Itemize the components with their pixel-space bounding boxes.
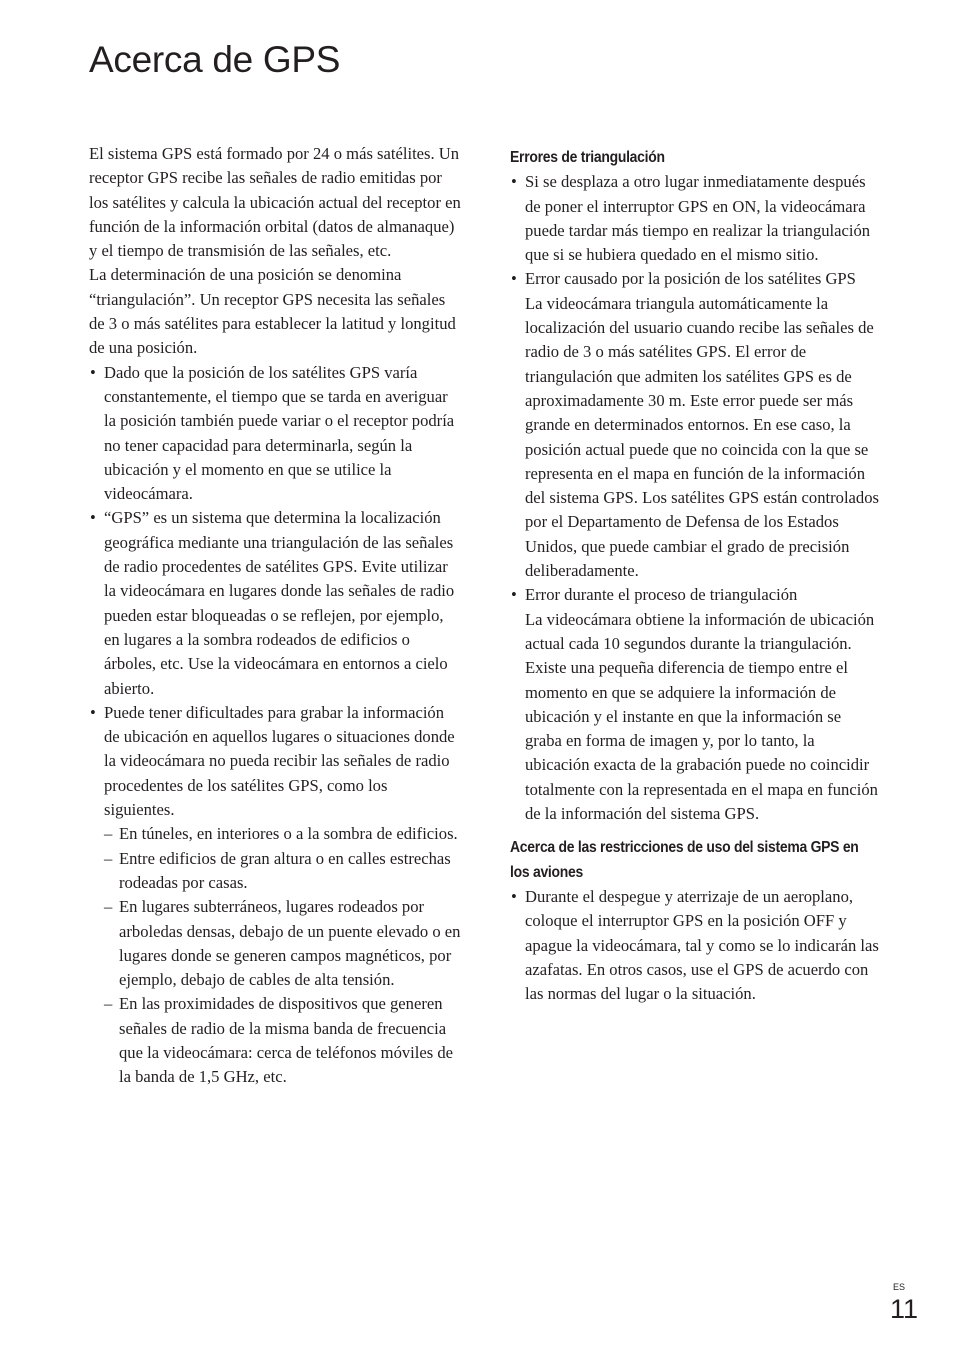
intro-paragraph: El sistema GPS está formado por 24 o más satélites. Un receptor GPS recibe las señales de radio emitidas por los satélites y calcula la ubicación actual del receptor en función de la información orbital (datos de almanaque) y el tiempo de transmisión de las señales, etc. bbox=[89, 144, 461, 261]
list-item bbox=[89, 701, 461, 1090]
page-number: 11 bbox=[890, 1294, 919, 1324]
aircraft-list bbox=[510, 885, 882, 1006]
list-item-title: • Error durante el proceso de triangulación bbox=[525, 585, 798, 605]
gps-notes-list bbox=[89, 361, 461, 1090]
list-item-text: Puede tener dificultades para grabar la información de ubicación en aquellos lugares o situaciones donde la videocámara no pueda recibir las señales de radio procedentes de los satélites GPS, como los siguientes. bbox=[104, 702, 455, 820]
section-heading-errors: Errores de triangulación bbox=[510, 149, 665, 166]
list-item-text: Existe una pequeña diferencia de tiempo entre el momento en que se adquiere la información de ubicación y el instante en que la información se graba en forma de imagen y, por lo tanto, la ubicación exacta de la grabación puede no coincidir totalmente con la representada en el mapa en función de la información del sistema GPS. bbox=[525, 658, 878, 824]
sublist-item: – En las proximidades de dispositivos que generen señales de radio de la misma banda de frecuencia que la videocámara: cerca de teléfonos móviles de la banda de 1,5 GHz, etc. bbox=[104, 992, 461, 1089]
left-column bbox=[89, 142, 461, 1090]
sublist-item: – En lugares subterráneos, lugares rodeados por arboledas densas, debajo de un puente elevado o en lugares donde se generen campos magnéticos, por ejemplo, debajo de cables de alta tensión. bbox=[104, 895, 461, 992]
locations-sublist bbox=[104, 822, 461, 1089]
list-item bbox=[510, 267, 882, 583]
sublist-item: – Entre edificios de gran altura o en calles estrechas rodeadas por casas. bbox=[104, 847, 461, 896]
errors-list bbox=[510, 170, 882, 826]
list-item-text: La videocámara triangula automáticamente la localización del usuario cuando recibe las señales de radio de 3 o más satélites GPS. El error de triangulación que admiten los satélites GPS es de aproximadamente 30 m. Este error puede ser más grande en determinados entornos. En ese caso, la posición actual puede que no coincida con la que se representa en el mapa en función de la información del sistema GPS. Los satélites GPS están controlados por el Departamento de Defensa de los Estados Unidos, que puede cambiar el grado de precisión deliberadamente. bbox=[525, 293, 879, 581]
right-column bbox=[510, 142, 882, 1006]
list-item: • Dado que la posición de los satélites GPS varía constantemente, el tiempo que se tarda en averiguar la posición también puede variar o el receptor podría no tener capacidad para determinarla, según la ubicación y el momento en que se utilice la videocámara. bbox=[89, 361, 461, 507]
list-item-text: La videocámara obtiene la información de ubicación actual cada 10 segundos durante la triangulación. bbox=[525, 609, 875, 653]
list-item: • Si se desplaza a otro lugar inmediatamente después de poner el interruptor GPS en ON, la videocámara puede tardar más tiempo en realizar la triangulación que si se hubiera quedado en el mismo sitio. bbox=[510, 170, 882, 267]
list-item bbox=[510, 583, 882, 826]
triangulation-paragraph: La determinación de una posición se denomina “triangulación”. Un receptor GPS necesita las señales de 3 o más satélites para establecer la latitud y longitud de una posición. bbox=[89, 265, 456, 358]
list-item: • Durante el despegue y aterrizaje de un aeroplano, coloque el interruptor GPS en la posición OFF y apague la videocámara, tal y como se lo indicarán las azafatas. En otros casos, use el GPS de acuerdo con las normas del lugar o la situación. bbox=[510, 885, 882, 1006]
section-heading-aircraft: Acerca de las restricciones de uso del sistema GPS en los aviones bbox=[510, 839, 859, 881]
list-item-title: • Error causado por la posición de los satélites GPS bbox=[525, 269, 856, 289]
sublist-item: – En túneles, en interiores o a la sombra de edificios. bbox=[104, 822, 461, 846]
list-item: • “GPS” es un sistema que determina la localización geográfica mediante una triangulación de las señales de radio procedentes de satélites GPS. Evite utilizar la videocámara en lugares donde las señales de radio pueden estar bloqueadas o se reflejen, por ejemplo, en lugares a la sombra rodeados de edificios o árboles, etc. Use la videocámara en entornos a cielo abierto. bbox=[89, 506, 461, 700]
language-code: ES bbox=[893, 1282, 906, 1292]
page-title: Acerca de GPS bbox=[89, 39, 341, 80]
